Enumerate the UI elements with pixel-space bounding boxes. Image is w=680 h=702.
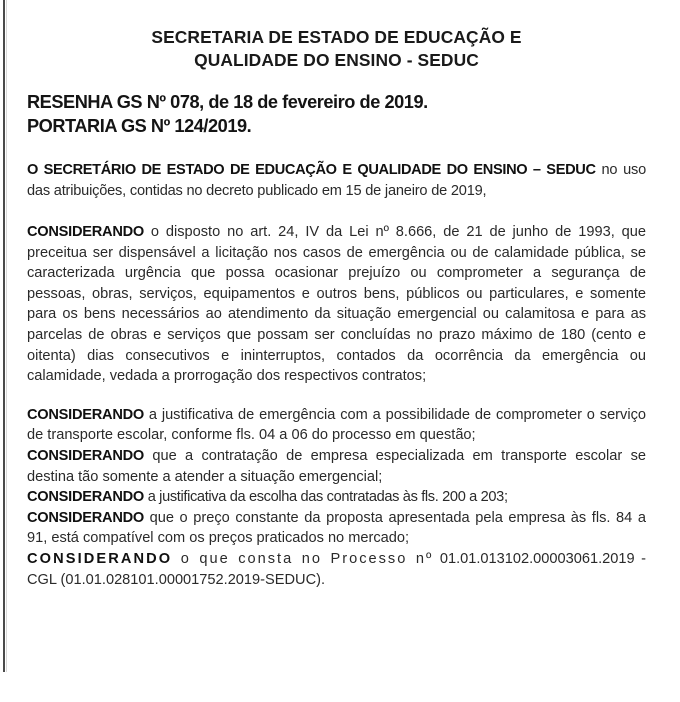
page-title xyxy=(27,0,646,72)
page-title-line-1: SECRETARIA DE ESTADO DE EDUCAÇÃO E xyxy=(151,27,522,47)
considerando-keyword: CONSIDERANDO xyxy=(27,509,144,526)
considerando-text: que a contratação de empresa especializada em transporte escolar se destina tão somente a atender a situação emergencial; xyxy=(27,447,646,485)
considerando-text: a justificativa de emergência com a possibilidade de comprometer o serviço de transporte escolar, conforme fls. 04 a 06 do processo em questão; xyxy=(27,406,646,444)
column-rule-left-shadow xyxy=(6,0,7,672)
considerando-spaced-text: o que consta no Processo nº xyxy=(172,550,434,567)
document-content xyxy=(27,0,646,590)
portaria-line: PORTARIA GS Nº 124/2019. xyxy=(27,115,252,136)
considerando-text: o disposto no art. 24, IV da Lei nº 8.666, de 21 de junho de 1993, que preceitua ser dispensável a licitação nos casos de emergência ou de calamidade pública, se caracterizada urgência que possa ocasionar prejuízo ou comprometer a segurança de pessoas, obras, serviços, equipamentos e outros bens, públicos ou particulares, e somente para os bens necessários ao atendimento da situação emergencial ou calamitosa e para as parcelas de obras e serviços que possam ser concluídas no prazo máximo de 180 (cento e oitenta) dias consecutivos e ininterruptos, contados da ocorrência da emergência ou calamidade, vedada a prorrogação dos respectivos contratos; xyxy=(27,224,646,385)
considerando-keyword: CONSIDERANDO xyxy=(27,447,144,464)
considerando-text: a justificativa da escolha das contratadas às fls. 200 a 203; xyxy=(144,489,508,506)
intro-body-text: no uso das atribuições, contidas no decreto publicado em 15 de janeiro de 2019, xyxy=(27,162,646,199)
considerando-clause-1 xyxy=(27,201,646,387)
considerando-keyword: CONSIDERANDO xyxy=(27,224,144,240)
considerando-process-number: 01.01.013102.00003061.2019 - CGL (01.01.028101.00001752.2019-SEDUC). xyxy=(27,550,646,588)
considerando-clause-2 xyxy=(27,387,646,446)
considerando-keyword: CONSIDERANDO xyxy=(27,406,144,423)
resolution-heading xyxy=(27,72,646,138)
considerando-clause-4 xyxy=(27,487,646,508)
page-title-line-2: QUALIDADE DO ENSINO - SEDUC xyxy=(194,50,479,70)
considerando-keyword: CONSIDERANDO xyxy=(27,489,144,506)
intro-paragraph xyxy=(27,138,646,201)
considerando-clause-5 xyxy=(27,508,646,549)
considerando-clause-3 xyxy=(27,446,646,487)
column-rule-left xyxy=(3,0,5,672)
considerando-keyword: CONSIDERANDO xyxy=(27,550,173,567)
intro-lead-text: O SECRETÁRIO DE ESTADO DE EDUCAÇÃO E QUALIDADE DO ENSINO – SEDUC xyxy=(27,162,596,178)
considerando-clause-6 xyxy=(27,549,646,590)
resenha-line: RESENHA GS Nº 078, de 18 de fevereiro de 2019. xyxy=(27,92,428,112)
considerando-text: que o preço constante da proposta apresentada pela empresa às fls. 84 a 91, está compatível com os preços praticados no mercado; xyxy=(27,509,646,547)
